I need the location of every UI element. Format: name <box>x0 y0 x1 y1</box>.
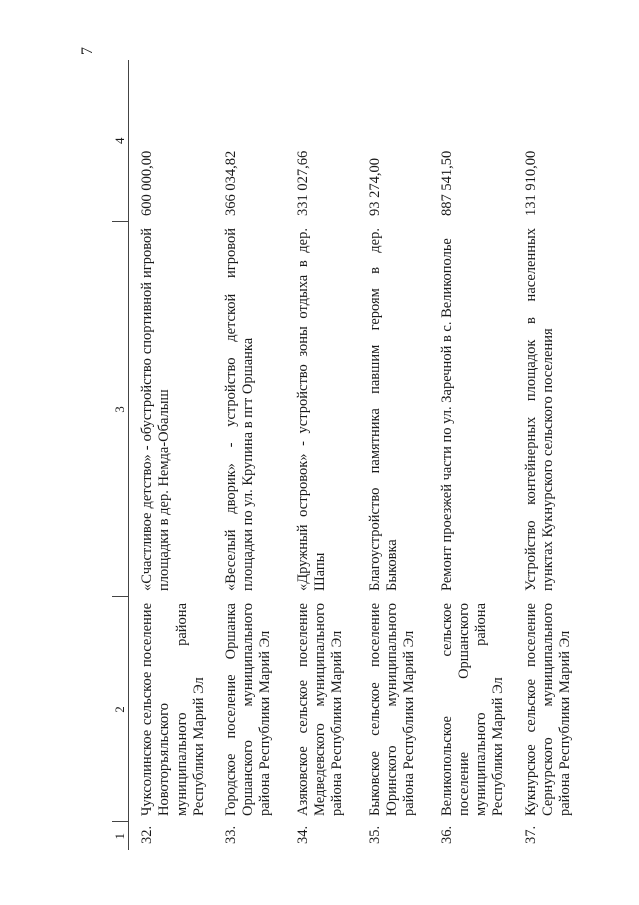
grants-table <box>112 60 585 850</box>
project-description: Устройство контейнерных площадок в населенных пунктах Кукнурского сельского поселения <box>522 228 556 591</box>
amount: 600 000,00 <box>139 150 156 216</box>
column-header-3: 3 <box>112 222 129 597</box>
page-number: 7 <box>79 47 96 55</box>
amount: 131 910,00 <box>522 150 539 216</box>
amount: 331 027,66 <box>294 150 311 216</box>
municipality-name: Азяковское сельское поселение Медведевского муниципального района Республики Марий Эл <box>294 603 346 816</box>
table-row <box>357 60 429 850</box>
municipality-name: Великопольское сельское поселение Оршанского муниципального района Республики Марий Эл <box>438 603 507 816</box>
row-number: 33. <box>222 825 239 844</box>
column-header-2: 2 <box>112 597 129 822</box>
project-description: Благоустройство памятника павшим героям в дер. Быковка <box>366 228 400 591</box>
project-description: «Счастливое детство» - обустройство спортивной игровой площадки в дер. Немда-Обалыш <box>139 228 173 591</box>
project-description: «Веселый дворик» - устройство детской игровой площадки по ул. Крупина в пгт Оршанка <box>222 228 256 591</box>
municipality-name: Быковское сельское поселение Юринского муниципального района Республики Марий Эл <box>366 603 418 816</box>
amount: 887 541,50 <box>438 150 455 216</box>
column-header-1: 1 <box>112 822 129 850</box>
table-row <box>213 60 285 850</box>
amount: 366 034,82 <box>222 150 239 216</box>
table-row <box>129 60 213 850</box>
table-row <box>513 60 585 850</box>
project-description: «Дружный островок» - устройство зоны отдыха в дер. Шапы <box>294 228 328 591</box>
municipality-name: Чуксолинское сельское поселение Новоторъяльского муниципального района Республики Марий Эл <box>139 603 207 816</box>
row-number: 34. <box>294 825 311 844</box>
table-header-row <box>112 60 129 850</box>
municipality-name: Городское поселение Оршанка Оршанского муниципального района Республики Марий Эл <box>222 603 274 816</box>
project-description: Ремонт проезжей части по ул. Заречной в с. Великополье <box>438 238 455 591</box>
table-row <box>285 60 357 850</box>
row-number: 37. <box>522 825 539 844</box>
row-number: 35. <box>366 825 383 844</box>
row-number: 36. <box>438 825 455 844</box>
table-row <box>429 60 513 850</box>
row-number: 32. <box>139 825 156 844</box>
table-container <box>112 60 639 850</box>
municipality-name: Кукнурское сельское поселение Сернурского муниципального района Республики Марий Эл <box>522 603 574 816</box>
amount: 93 274,00 <box>366 158 383 216</box>
column-header-4: 4 <box>112 60 129 222</box>
